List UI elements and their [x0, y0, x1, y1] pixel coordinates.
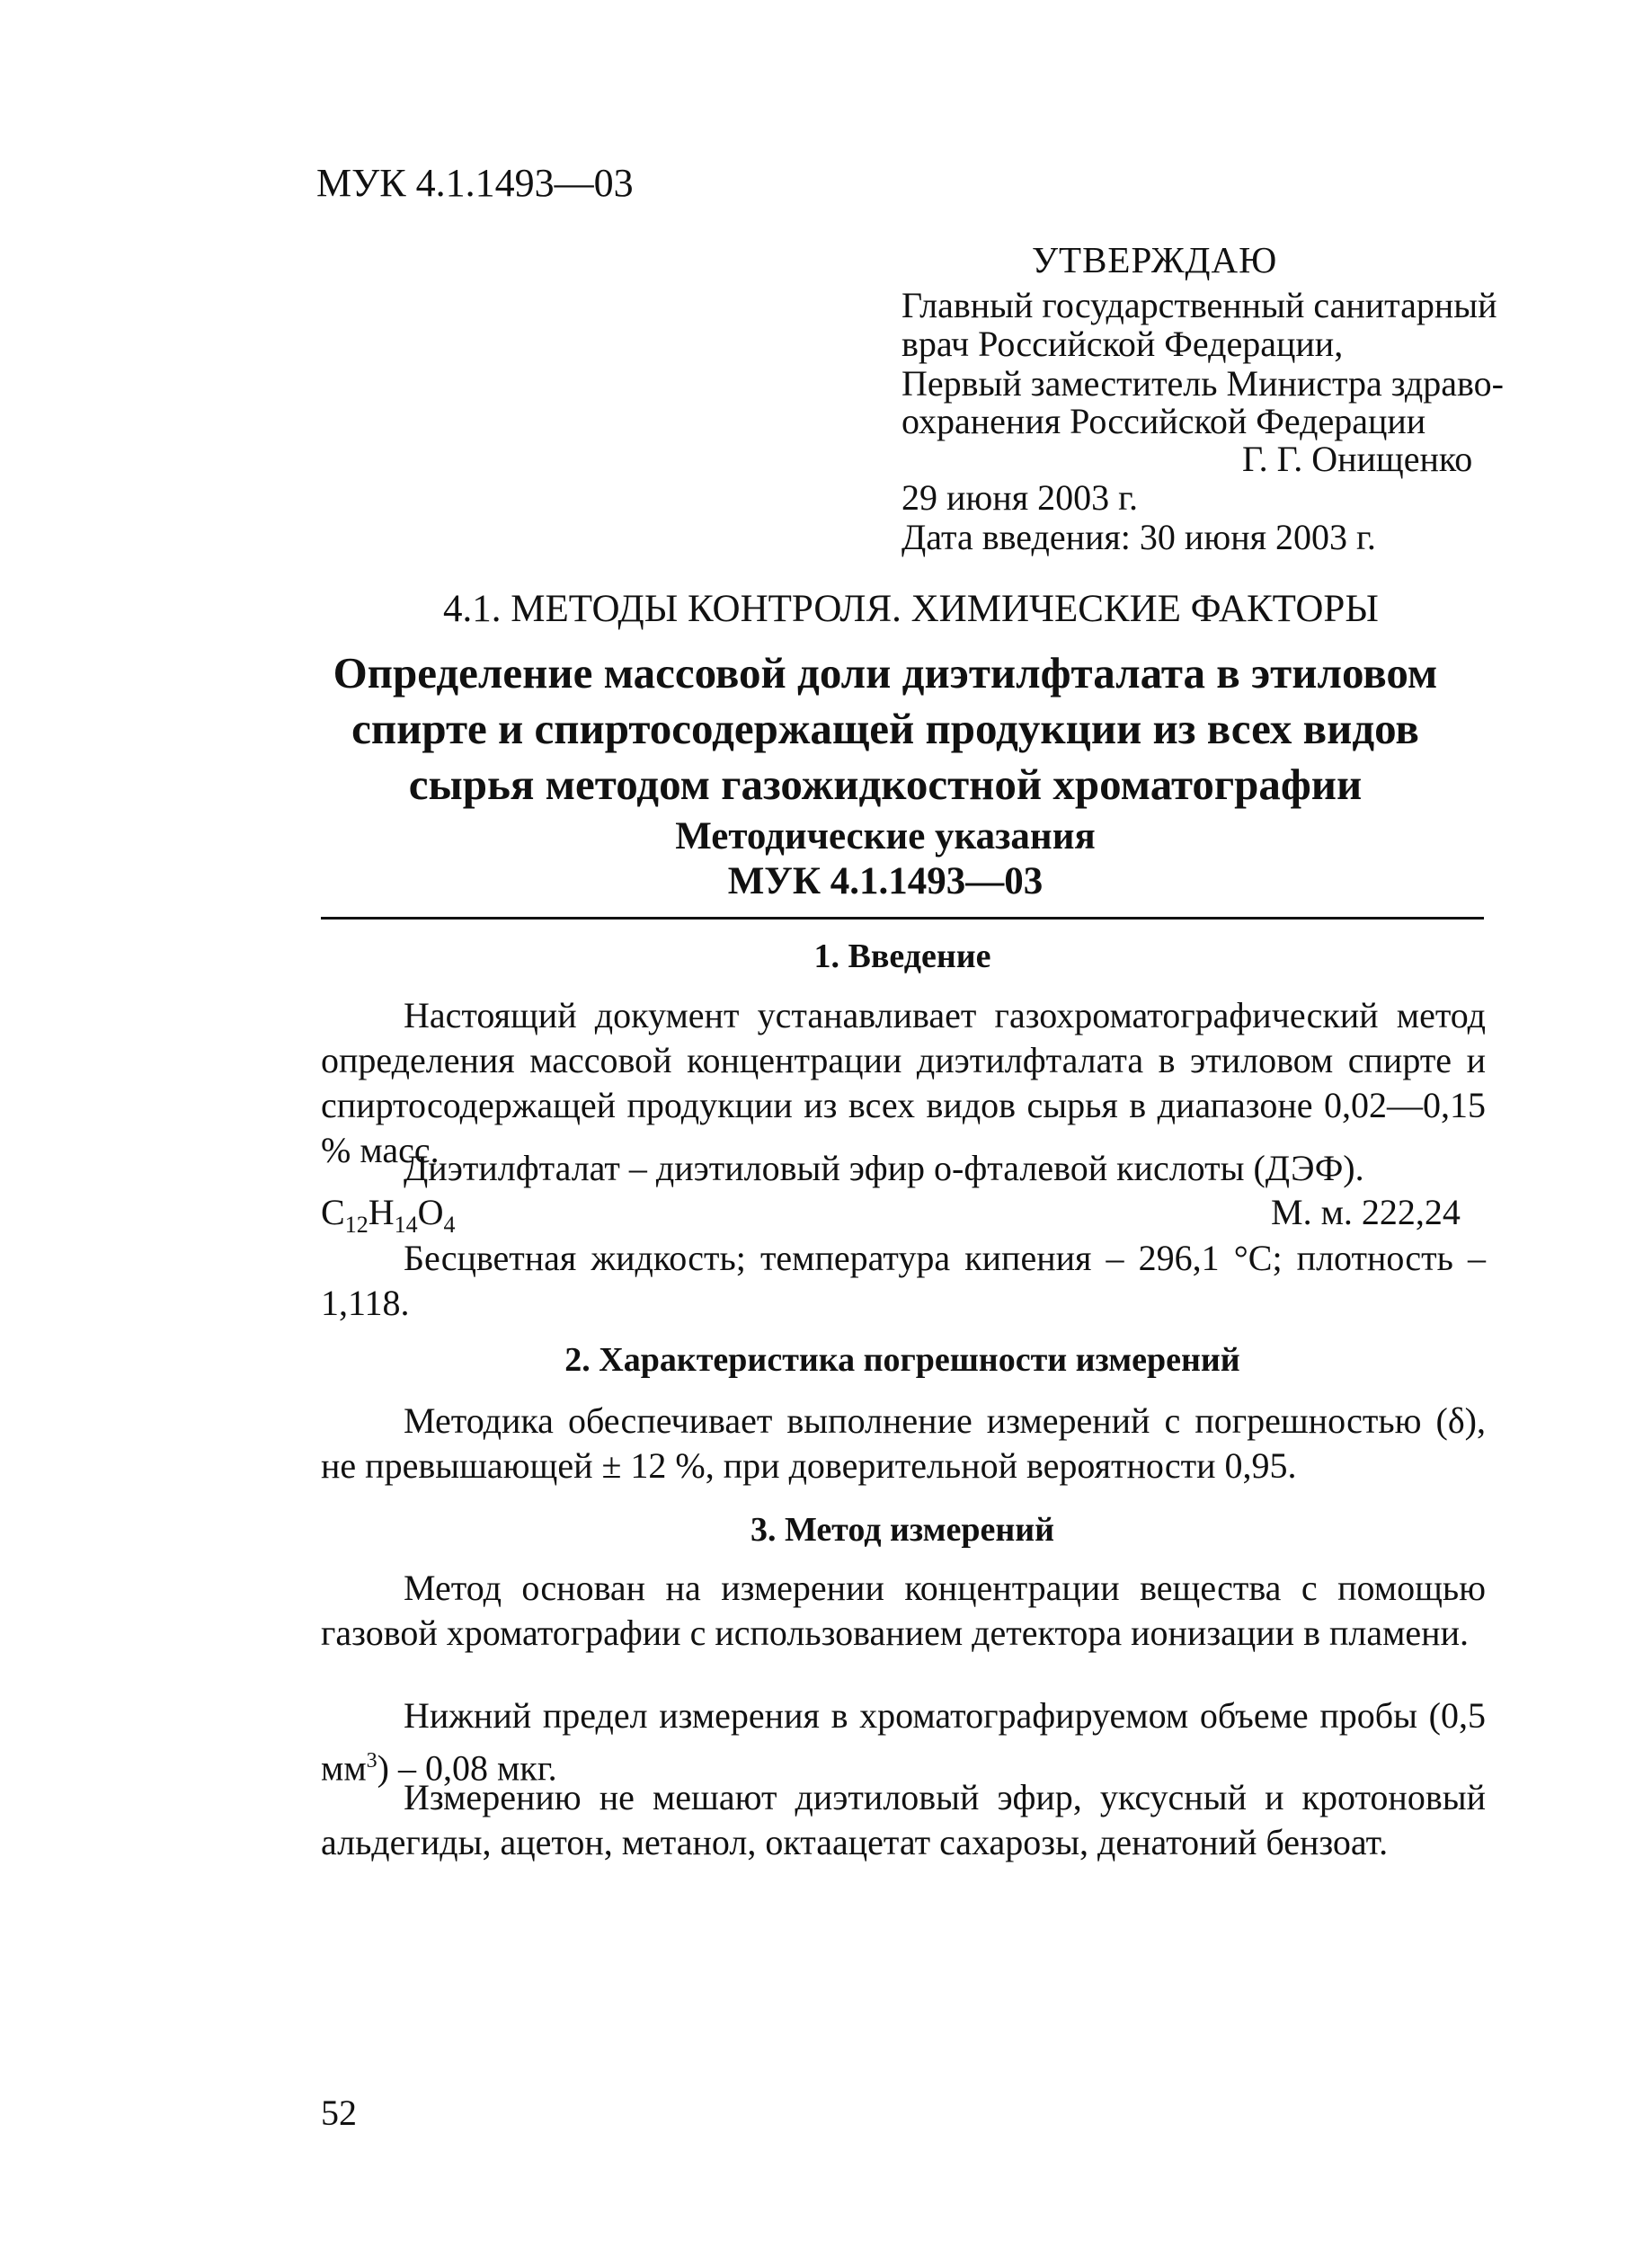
document-code: МУК 4.1.1493—03 — [316, 161, 634, 205]
document-title: Определение массовой доли диэтилфталата в этиловом спирте и спиртосодержащей продукции из всех видов сырья методом газожидкостной хроматографии — [333, 648, 1438, 809]
method-paragraph-3: Измерению не мешают диэтиловый эфир, уксусный и кротоновый альдегиды, ацетон, метанол, октаацетат сахарозы, денатоний бензоат. — [321, 1777, 1486, 1862]
error-paragraph: Методика обеспечивает выполнение измерений с погрешностью (δ), не превышающей ± 12 %, при доверительной вероятности 0,95. — [321, 1400, 1486, 1486]
approval-line-2: врач Российской Федерации, — [901, 324, 1344, 364]
page-number: 52 — [321, 2093, 357, 2133]
method-paragraph-1: Метод основан на измерении концентрации вещества с помощью газовой хроматографии с использованием детектора ионизации в пламени. — [321, 1568, 1486, 1653]
heading-introduction: 1. Введение — [813, 937, 991, 975]
section-header: 4.1. МЕТОДЫ КОНТРОЛЯ. ХИМИЧЕСКИЕ ФАКТОРЫ — [443, 588, 1379, 630]
chemical-formula: $C_{12}H_{14}O_4$ — [321, 1192, 456, 1238]
method-paragraph-2: Нижний предел измерения в хроматографируемом объеме пробы (0,5 $мм^3) - 0,08$ мкг. — [321, 1695, 1486, 1789]
approval-signer: Г. Г. Онищенко — [1242, 439, 1473, 479]
heading-error-characteristics: 2. Характеристика погрешности измерений — [564, 1341, 1240, 1379]
approval-title: УТВЕРЖДАЮ — [1032, 239, 1278, 280]
horizontal-rule — [321, 917, 1484, 920]
intro-paragraph-1: Настоящий документ устанавливает газохроматографический метод определения массовой концентрации диэтилфталата в этиловом спирте и спиртосодержащей продукции из всех видов сырья в диапазоне 0,02—0,15 % масс. — [321, 995, 1486, 1170]
molecular-mass: М. м. 222,24 — [1271, 1192, 1461, 1232]
intro-paragraph-3: Бесцветная жидкость; температура кипения – 296,1 °С; плотность – 1,118. — [321, 1238, 1486, 1323]
introduction-date: Дата введения: 30 июня 2003 г. — [901, 517, 1376, 557]
subtitle-line-2: МУК 4.1.1493—03 — [727, 860, 1044, 902]
approval-date: 29 июня 2003 г. — [901, 477, 1138, 518]
subtitle-line-1: Методические указания — [675, 815, 1096, 857]
heading-method: 3. Метод измерений — [750, 1511, 1055, 1549]
document-subtitle — [315, 814, 1456, 904]
approval-line-1: Главный государственный санитарный — [901, 285, 1497, 325]
approval-line-3: Первый заместитель Министра здраво- — [901, 363, 1504, 404]
approval-line-4: охранения Российской Федерации — [901, 401, 1426, 441]
intro-paragraph-2: Диэтилфталат – диэтиловый эфир о-фталевой кислоты (ДЭФ). — [404, 1148, 1364, 1188]
